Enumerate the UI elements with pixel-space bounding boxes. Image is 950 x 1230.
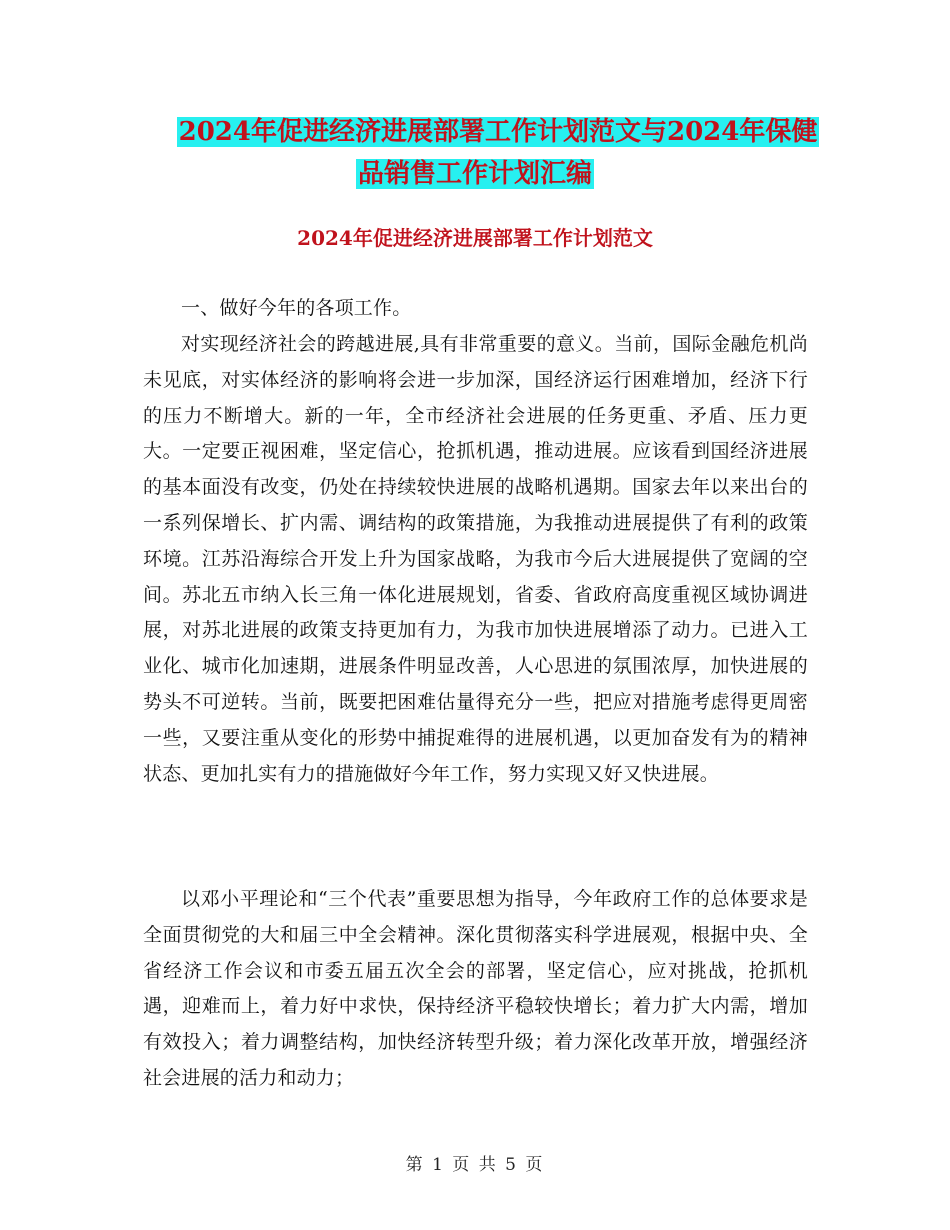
document-title-text-2: 品销售工作计划汇编 [357, 159, 592, 189]
section-title: 2024年促进经济进展部署工作计划范文 [297, 226, 653, 250]
paragraph-body-2: 以邓小平理论和“三个代表”重要思想为指导，今年政府工作的总体要求是全面贯彻党的大和届三中全会精神。深化贯彻落实科学进展观，根据中央、全省经济工作会议和市委五届五次全会的部署，坚定信心，应对挑战，抢抓机遇，迎难而上，着力好中求快，保持经济平稳较快增长；着力扩大内需，增加有效投入；着力调整结构，加快经济转型升级；着力深化改革开放，增强经济社会进展的活力和动力； [143, 888, 808, 1089]
paragraph-body-1: 对实现经济社会的跨越进展,具有非常重要的意义。当前，国际金融危机尚未见底，对实体经济的影响将会进一步加深，国经济运行困难增加，经济下行的压力不断增大。新的一年，全市经济社会进展的任务更重、矛盾、压力更大。一定要正视困难，坚定信心，抢抓机遇，推动进展。应该看到国经济进展的基本面没有改变，仍处在持续较快进展的战略机遇期。国家去年以来出台的一系列保增长、扩内需、调结构的政策措施，为我推动进展提供了有利的政策环境。江苏沿海综合开发上升为国家战略，为我市今后大进展提供了宽阔的空间。苏北五市纳入长三角一体化进展规划，省委、省政府高度重视区域协调进展，对苏北进展的政策支持更加有力，为我市加快进展增添了动力。已进入工业化、城市化加速期，进展条件明显改善，人心思进的氛围浓厚，加快进展的势头不可逆转。当前，既要把困难估量得充分一些，把应对措施考虑得更周密一些，又要注重从变化的形势中捕捉难得的进展机遇，以更加奋发有为的精神状态、更加扎实有力的措施做好今年工作，努力实现又好又快进展。 [143, 333, 808, 785]
document-title-line-1 [23, 110, 950, 154]
page-indicator: 第 1 页 共 5 页 [405, 1155, 545, 1175]
paragraph-heading: 一、做好今年的各项工作。 [181, 297, 412, 319]
document-title-line-2 [0, 152, 950, 196]
document-title-text-1: 2024年促进经济进展部署工作计划范文与2024年保健 [178, 117, 818, 147]
